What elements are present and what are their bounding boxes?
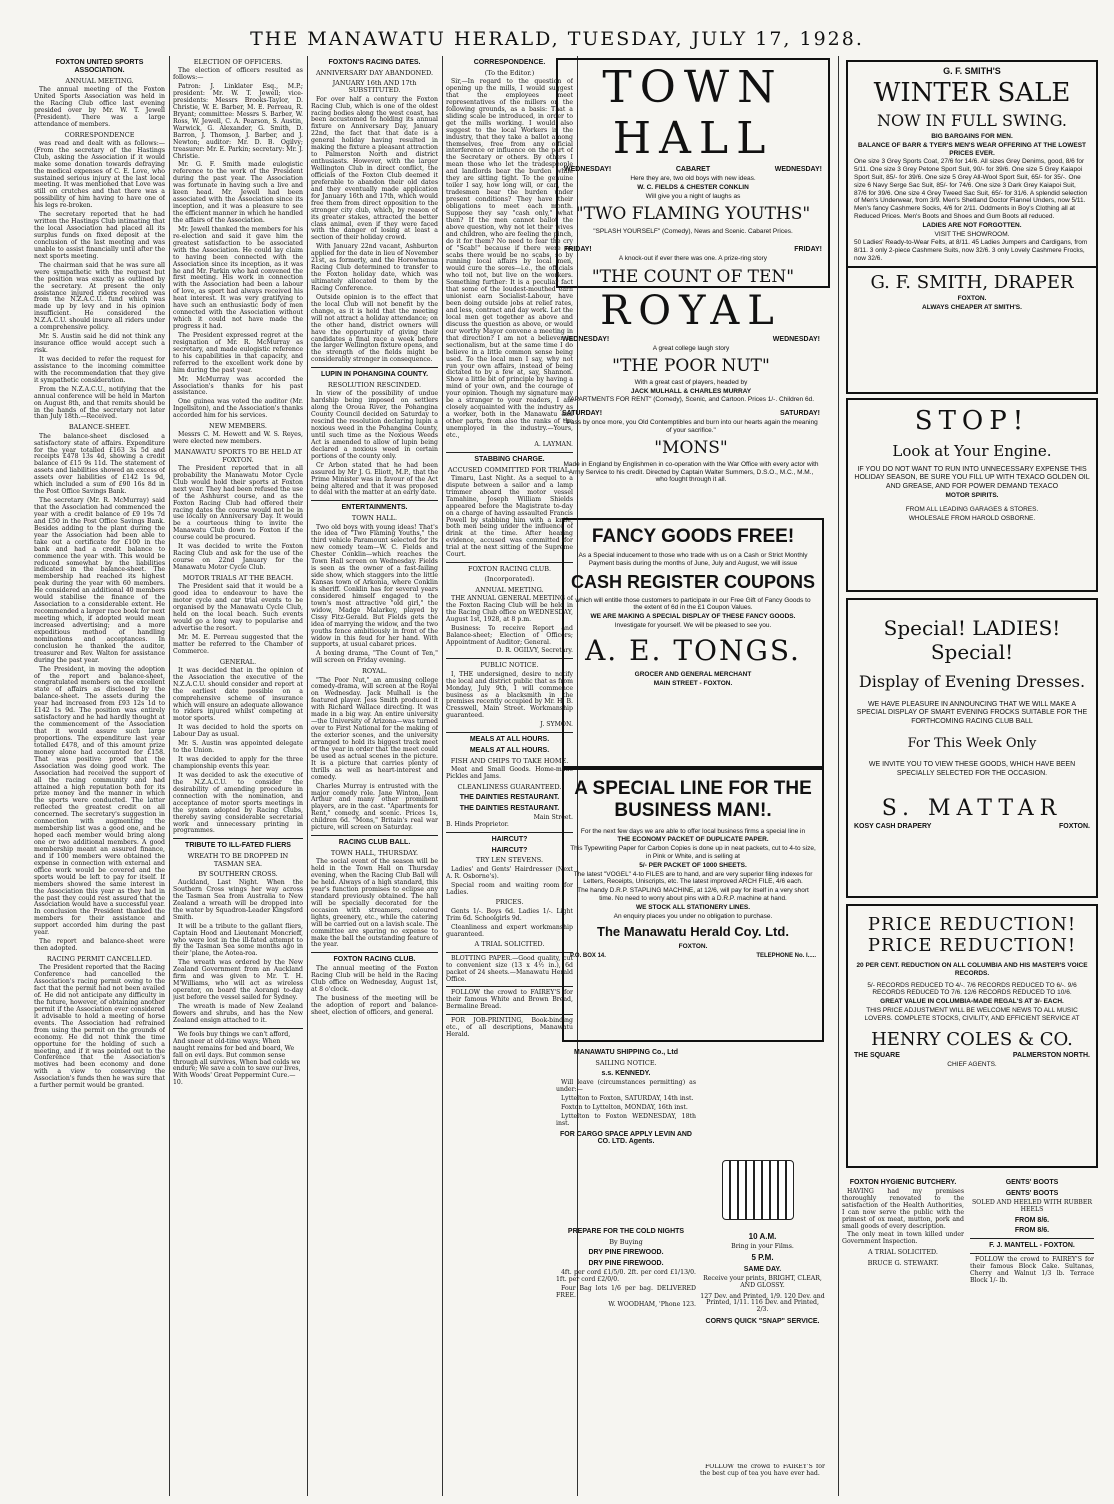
paragraph: It was decided to write the Foxton Racing Club and ask for the use of the course on 22nd January for the Manawatu Motor Cycle Club. <box>173 543 303 571</box>
subhead: ROYAL. <box>361 667 388 676</box>
headline: THE DAINTIES RESTAURANT. <box>459 794 560 802</box>
ad-text: THE ECONOMY PACKET OF DUPLICATE PAPER. <box>617 836 769 844</box>
ad-text: MAIN STREET - FOXTON. <box>653 679 733 687</box>
ad-title: CASH REGISTER COUPONS <box>570 571 816 592</box>
ad-text: FROM 8/6. <box>1014 1216 1050 1224</box>
subhead: RESOLUTION RESCINDED. <box>327 381 422 390</box>
headline: STABBING CHARGE. <box>474 455 545 463</box>
snap-service-ad <box>700 1230 825 1385</box>
ad-text: THIS PRICE ADJUSTMENT WILL BE WELCOME NEWS TO ALL MUSIC LOVERS. COMPLETE STOCKS, CIVILITY, AND EFFICIENT SERVICE AT <box>864 1006 1080 1022</box>
day-label: WEDNESDAY! <box>774 166 822 173</box>
paragraph: It was decided to refer the request for assistance to the incoming committee with the recommendation that they give it sympathetic consideration. <box>34 355 165 384</box>
ad-text: WE INVITE YOU TO VIEW THESE GOODS, WHICH HAVE BEEN SPECIALLY SELECTED FOR THE OCCASION. <box>868 761 1076 777</box>
paragraph: The President expressed regret at the resignation of Mr. R. McMurray as secretary, and made eulogistic reference to his capabilities in that capacity, and referred to the excellent work done by him during the past year. <box>173 331 303 374</box>
ad-text: W. C. FIELDS & CHESTER CONKLIN <box>637 183 749 191</box>
ad-text: 5/- PER PACKET OF 1000 SHEETS. <box>639 861 747 869</box>
paragraph: Sir,—In regard to the question of opening up the mills, I would suggest that the employees meet representatives of the millers on the following grounds, as a basis: That a sliding scale be introduced, in order to get the mills working. I would also suggest to the local Workers in the industry, that they take a ballot among themselves, free from any official interference or influence on the part of the Secretary or others. By others I mean those who let the tradespeople and landlords bear the burden while they are sitting tight. To the genuine toiler I say, how long will, or can, the tradesmen bear the burden under present conditions? They have their obligations to meet each month. Suppose they say "cash only," what then? If the men cannot ballot the above question, why not let their wives and children, who are feeling the pinch, do it for them? No need to fear the cry of "Scab!" because if there were no scabs there would be no scabs, so by running local affairs by local men, would cure the sores—i.e., the officials who toil not, but live on the workers. Something further: It is a peculiar fact that some of the loudest-mouthed earn unionist earn Socialist-Labour, have been doing outside jobs at relief rates, and less, contract and day work. Let the local men get together as above and discuss the question as above, or would our worthy Mayor convene a meeting in that direction? I am not a believer in sectionalism, but at the same time I do believe in a little common sense being used. To the local men I say, why not run your own affairs, instead of being dictated to by a few at, say, Shannon. Show a little bit of principle by having a mind of your own, and the courage of your opinion. Though my signature may be a stranger to your readers, I am closely acquainted with the industry as a worker, both in the Manawatu and other parts, from also the ranks of the unemployed in the industry.—Yours, etc., <box>446 78 573 439</box>
paragraph: I, THE undersigned, desire to notify the local and district public that as from Monday, July 9th, I will commence business as a blacksmith in the premises recently occupied by Mr. H. B. Cresswell, Main Street. Workmanship guaranteed. <box>446 670 573 720</box>
ad-subtitle: Look at Your Engine. <box>892 442 1052 460</box>
subhead: BRUCE G. STEWART. <box>867 1258 939 1267</box>
faireys-notice <box>700 1464 825 1496</box>
paragraph: The annual meeting of the Foxton United Sports Association was held in the Racing Club office last evening presided over by Mr. W. T. Jewell (President). There was a large attendance of members. <box>34 85 165 128</box>
paragraph: Foxton to Lyttelton, MONDAY, 16th inst. <box>561 1103 688 1111</box>
headline: HAIRCUT? <box>491 846 528 854</box>
ad-text: Here they are, two old boys with new ideas. <box>630 175 756 182</box>
headline: FOXTON RACING CLUB. <box>333 956 416 964</box>
subhead: GENERAL. <box>219 657 257 666</box>
paragraph: W. WOODHAM, 'Phone 123. <box>608 1300 696 1308</box>
paragraph: Mr. S. Austin was appointed delegate to the Union. <box>173 740 303 755</box>
column-2 <box>173 56 303 1496</box>
subhead: MOTOR TRIALS AT THE BEACH. <box>182 573 294 582</box>
subhead: ANNUAL MEETING. <box>475 585 544 594</box>
ad-title: STOP! <box>914 406 1030 436</box>
subhead: FISH AND CHIPS TO TAKE HOME. <box>450 756 569 765</box>
subhead: A TRIAL SOLICITED. <box>474 940 545 949</box>
subhead: JANUARY 16th AND 17th SUBSTITUTED. <box>332 79 417 95</box>
ad-text: JACK MULHALL & CHARLES MURRAY <box>630 387 752 395</box>
headline: FOXTON UNITED SPORTS ASSOCIATION. <box>55 59 144 74</box>
ad-text: "APARTMENTS FOR RENT" (Comedy), Scenic, and Cartoon. Prices 1/-. Children 6d. <box>567 396 815 404</box>
ad-text: For the next few days we are able to offer local business firms a special line in <box>580 827 806 835</box>
paragraph: The annual meeting of the Foxton Racing Club will be held in the Racing Club office on Wednesday, August 1st, at 8 o'clock. <box>311 965 438 994</box>
paragraph: The President reported that the Racing Conference had cancelled the Association's racing permit owing to the fact that the permit had not been availed of. He did not anticipate any difficulty in the future, however, of obtaining another permit if the Association ever considered it advisable to hold a meeting of horse events. The Association had refrained from using the permit on the grounds of economy. He did not think the time opportune for the holding of such a meeting, and if it was pointed out to the Conference that the Association's motives had been economy and done with a view to conserving the Association's funds then he was sure that a further permit would be granted. <box>34 964 165 1090</box>
ad-subtitle: NOW IN FULL SWING. <box>877 111 1067 130</box>
paragraph: It was decided to ask the executive of the N.Z.A.C.U. to consider the desirability of amending procedure in connection with the nomination, and acceptance of motor sports meetings in the system adopted by Racing Clubs, thereby saving considerable secretarial work and unnecessary printing in programmes. <box>173 771 303 835</box>
ad-text: This Typewriting Paper for Carbon Copies is done up in neat packets, cut to 4-to size, in Pink or White, and is selling at <box>570 845 816 861</box>
headline: FOXTON'S RACING DATES. <box>328 59 421 66</box>
ad-title: Special! LADIES! Special! <box>883 616 1061 664</box>
signature: A. LAYMAN. <box>534 440 573 448</box>
paragraph: The chairman said that he was sure all were sympathetic with the request but the position was exactly as outlined by the secretary. At present the only assistance injured riders received was from the N.Z.A.C.U. fund which was made up by levy and in his opinion insufficient. He considered the N.Z.A.C.U. should insure all riders under a comprehensive policy. <box>34 261 165 332</box>
paragraph: The business of the meeting will be the adoption of report and balance-sheet, election of officers, and general. <box>311 995 438 1016</box>
paragraph: It was decided to apply for the three championship events this year. <box>173 756 303 771</box>
ad-text: FOXTON. <box>957 294 987 302</box>
headline: RACING CLUB BALL. <box>338 839 411 847</box>
merchant-name: S. MATTAR <box>881 795 1063 821</box>
divider <box>446 986 573 987</box>
film-title: "TWO FLAMING YOUTHS" <box>575 204 811 225</box>
ad-text: GREAT VALUE IN COLUMBIA-MADE REGAL'S AT 3/- EACH. <box>880 998 1064 1006</box>
divider <box>970 1238 1094 1239</box>
subhead: BALANCE-SHEET. <box>68 423 131 432</box>
paragraph: Cleanliness and expert workmanship guaranteed. <box>446 923 573 938</box>
subhead: SAILING NOTICE. <box>595 1058 657 1067</box>
paragraph: Outside opinion is to the effect that the local Club will not benefit by the change, as it is held that the meeting will not attract a holiday attendance; on the other hand, district owners will have the opportunity of giving their candidates a final race a week before the larger Wellington fixture opens, and the strength of the fields might be considerably stronger in consequence. <box>311 293 438 364</box>
column-rule <box>169 56 170 1496</box>
headline: MEALS AT ALL HOURS. <box>469 747 550 755</box>
paragraph: With January 22nd vacant, Ashburton applied for the date in lieu of November 21st, as formerly, and the Horowhenua Racing Club determined to transfer to the Foxton holiday date, which was ultimately allocated to them by the Racing Conference. <box>311 243 438 292</box>
ad-text: MOTOR SPIRITS. <box>945 492 999 500</box>
paragraph: In view of the possibility of undue hardship being imposed on settlers along the Oroua River, the Pohangina County Council decided on Saturday to rescind the resolution declaring lupin a noxious weed in the Pohangina County, until such time as the Noxious Weeds Act is amended to allow of lupin being declared a noxious weed in certain portions of the county only. <box>311 390 438 460</box>
headline: HAIRCUT? <box>491 835 528 843</box>
ad-text: WE STOCK ALL STATIONERY LINES. <box>635 903 751 911</box>
paragraph: Lyttelton to Foxton, SATURDAY, 14th inst. <box>561 1094 694 1102</box>
headline: ENTERTAINMENTS. <box>341 504 408 512</box>
headline: GENTS' BOOTS <box>1005 1189 1059 1197</box>
paragraph: The wreath was ordered by the New Zealand Government from an Auckland firm and was given to Mr. T. H. M'Williams, who will act as wireless operator, on board the Aorangi to-day just before the vessel sailed for Sydney. <box>173 959 303 1002</box>
divider <box>311 367 438 368</box>
headline: MEALS AT ALL HOURS. <box>469 736 550 744</box>
film-title: "THE COUNT OF TEN" <box>591 266 795 287</box>
divider <box>446 832 573 833</box>
column-3 <box>311 56 438 1496</box>
paragraph: Mr. G. F. Smith made eulogistic reference to the work of the President during the past year. The Association was fortunate in having such a live and keen head. Mr. Jewell had been associated with the Association since its inception, and it was a pleasure to see the efficient manner in which he handled the affairs of the Association. <box>173 161 303 224</box>
paragraph: Auckland, Last Night. When the Southern Cross wings her way across the Tasman Sea from Australia to New Zealand a wreath will be dropped into the water by Squadron-Leader Kingsford Smith. <box>173 879 303 921</box>
ad-text: WE HAVE PLEASURE IN ANNOUNCING THAT WE WILL MAKE A SPECIAL DISPLAY OF SMART EVENING FROCKS SUITABLE FOR THE FORTHCOMING RACING CLUB BALL <box>856 701 1088 725</box>
subhead: ELECTION OF OFFICERS. <box>193 58 283 66</box>
paragraph: Business: To receive Report and Balance-sheet; Election of Officers; Appointment of Auditor; General. <box>446 624 573 646</box>
ad-text: FROM 8/6. <box>1014 1227 1050 1235</box>
merchant-name: A. E. TONGS. <box>585 633 801 667</box>
film-title: "MONS" <box>654 437 728 458</box>
ship-name: s.s. KENNEDY. <box>601 1070 651 1078</box>
ad-label: CABARET <box>675 166 711 173</box>
subhead: (Incorporated). <box>484 575 535 584</box>
town-hall-ad <box>556 58 830 288</box>
ad-text: BIG BARGAINS FOR MEN. <box>931 133 1013 140</box>
paragraph: It was decided that in the opinion of the Association the executive of the N.Z.A.C.U. should consider and report at the earliest date possible on a comprehensive scheme of insurance which will ensure an adequate allowance to riders injured whilst competing at motor sports. <box>173 666 303 723</box>
ad-text: Will give you a night of laughs as <box>645 192 741 200</box>
paragraph: It will be a tribute to the gallant fliers, Captain Hood and Lieutenant Moncrieff, who were lost in the ill-fated attempt to fly the Tasman Sea some months ago in their 'plane, the Aotea-roa. <box>173 922 303 958</box>
paragraph: Charles Murray is entrusted with the major comedy role. Jane Winton, Jean Arthur and many other prominent players, are in the cast. "Apartments for Rent," comedy, and scenic. Prices 1s, children 6d. "Mons," Britain's real war picture, will screen on Saturday. <box>311 782 438 832</box>
paragraph: Meat and Small Goods. Home-made Pickles and Jams. <box>446 766 573 781</box>
merchant-name: G. F. SMITH, DRAPER <box>870 271 1074 293</box>
ad-text: 20 PER CENT. REDUCTION ON ALL COLUMBIA AND HIS MASTER'S VOICE RECORDS. <box>856 962 1088 977</box>
paragraph: Lyttelton to Foxton WEDNESDAY, 18th inst. <box>556 1112 696 1127</box>
ad-text: Receive your prints, BRIGHT, CLEAR, AND GLOSSY. <box>703 1274 822 1289</box>
column-1 <box>34 56 165 1496</box>
paragraph: HAVING had my premises thoroughly renovated to the satisfaction of the Health Authorities, I can now serve the public with the primest of ox meat, mutton, pork and small goods of every description. <box>842 1187 964 1230</box>
ad-text: 10 A.M. <box>748 1232 777 1241</box>
ad-text: FOXTON. <box>1059 822 1090 830</box>
subhead: PRICES. <box>495 898 524 907</box>
paragraph: For over half a century the Foxton Racing Club, which is one of the oldest racing bodies along the west coast, has been accustomed to holding its annual fixture on Anniversary Day, January 22nd, the fact that that date is a general holiday having resulted in making the fixture a pleasant attraction to Palmerston North and district enthusiasts. However, with the larger Wellington Club in direct conflict, the officials of the Foxton Club deemed it preferable to abandon their old dates and they eventually made application for January 16th and 17th, which would free them from direct opposition to the stronger city club, which, by reason of its greater stakes, attracted the better class animal, even if they were faced with the danger of losing at least a section of their holiday crowd. <box>311 95 438 242</box>
paragraph: The secretary reported that he had written the Hastings Club intimating that the local Association had placed all its surplus funds on fixed deposit at the conclusion of the last meeting and was unable to assist financially until after the next sports meeting. <box>34 211 165 260</box>
subhead: By Buying <box>609 1237 643 1246</box>
ad-text: An enquiry places you under no obligation to purchase. <box>613 912 773 920</box>
item-list: 50 Ladies' Ready-to-Wear Felts, at 8/11. 45 Ladies Jumpers and Cardigans, from 8/11. 3 only 2-piece Cashmere Suits, now 32/6. 3 only Lovely Cashmere Frocks, now 32/6. <box>854 239 1088 262</box>
masthead: THE MANAWATU HERALD, TUESDAY, JULY 17, 1928. <box>250 28 864 50</box>
paragraph: The balance-sheet disclosed a satisfactory state of affairs. Expenditure for the year totalled £163 3s 5d and receipts £478 13s 4d, showing a credit balance of £15 9s 11d. The statement of assets and liabilities showed an excess of assets over liabilities of £142 1s 9d, which included a sum of £90 16s 8d in the Post Office Savings Bank. <box>34 432 165 496</box>
ad-text: FROM ALL LEADING GARAGES & STORES. <box>905 505 1039 513</box>
paragraph: From the N.Z.A.C.U., notifying that the annual conference will be held in Marton on August 8th, and that remits should be in the hands of the secretary not later than July 18th.—Received. <box>34 385 165 421</box>
ad-text: KOSY CASH DRAPERY <box>854 822 932 830</box>
headline: GENTS' BOOTS <box>1005 1179 1059 1186</box>
paragraph: The President, in moving the adoption of the report and balance-sheet, congratulated members on the excellent state of affairs as disclosed by the balance-sheet. The assets during the year had increased from £93 12s 1d to £142 1s 9d. The position was entirely satisfactory and he had hardly thought at the commencement of the Association that it would assure such large proportions. The expenditure last year totalled £478, and of this amount prize money alone had accounted for £158. That was positive proof that the Association was doing good work. The Association had received the support of all the racing community and had attained a high reputation both for its prize money and the manner in which the sports were conducted. The latter reflected the greatest credit on all concerned. The secretary's suggestion in connection with augmenting the membership list was a good one, and he hoped each member would bring along one or two additional members. A good membership meant an assured finance, and if 100 members were obtained the expense in connection with external and office work would be covered and the sports would be left to pay for itself. If members showed the same interest in the Association this year as they had in the past they could rest assured that the Association would have a successful year. In conclusion the President thanked the members for their assistance and support accorded him during the past year. <box>34 665 165 937</box>
ad-title: A SPECIAL LINE FOR THE BUSINESS MAN!. <box>574 778 812 821</box>
ad-text: The handy D.R.P. STAPLING MACHINE, at 12/6, will pay for itself in a very short time. No need to worry about pins with a D.R.P. machine at hand. <box>577 887 809 903</box>
paragraph: Four Bag lots 1/6 per bag. DELIVERED FREE. <box>556 1284 696 1299</box>
headline: FOXTON HYGIENIC BUTCHERY. <box>849 1179 957 1186</box>
item-list: One size 3 Grey Sports Coat, 27/6 for 14/6. All sizes Grey Denims, good, 8/6 for 5/11. One size 3 Grey Petone Sport Suit, 90/- for 39/6. One size 5 Grey Kaiapoi Sport Suit, 85/- for 39/6. One size 5 Grey All-Wool Sport Suit, 65/- for 35/-. One size 6 Navy Serge Sac Suit, 85/- for 74/6. One size 3 Dark Grey Kaiapoi Suit, 87/6 for 39/6. One size 4 Grey Tweed Sac Suit, 65/- for 31/6. A splendid selection of Men's Underwear, from 3/9. Men's Shetland Doctor Flannel Unders, now 5/11. Men's fancy Cashmere Socks, 4/6 for 2/11. Oddments in Boy's Clothing all at Reduced Prices. Men's Boots and Shoes and Gum Boots all reduced. <box>854 158 1088 220</box>
ad-text: LADIES ARE NOT FORGOTTEN. <box>922 221 1022 229</box>
ad-text: 5 P.M. <box>751 1252 774 1262</box>
headline: MANAWATU SHIPPING Co., Ltd <box>573 1049 679 1056</box>
paragraph: Timaru, Last Night. As a sequel to a dispute between a sailor and a lamp trimmer aboard the motor vessel Tamahine, Joseph William Shields appeared before the Magistrate to-day on a charge of having assaulted Francis Powell by stabbing him with a knife, both men being under the influence of drink at the time. After hearing evidence, accused was committed for trial at the next sitting of the Supreme Court. <box>446 474 573 559</box>
fancy-goods-ad <box>562 518 824 768</box>
divider <box>311 835 438 836</box>
poem: We fools buy things we can't afford, And sneer at old-time ways; When naught remains for bed and board, We fall on evil days. But common sense through all survives, When bad colds we endure; We save a coin to save our lives, With Woods' Great Peppermint Cure.—10. <box>173 1030 301 1087</box>
headline: TRIBUTE TO ILL-FATED FLIERS <box>185 842 291 850</box>
ad-text: FOXTON. <box>678 943 708 951</box>
paragraph: FOR JOB-PRINTING, Book-binding etc., of all descriptions, Manawatu Herald. <box>446 1017 573 1039</box>
firewood-ad <box>556 1225 696 1495</box>
subhead: ACCUSED COMMITTED FOR TRIAL. <box>447 465 572 474</box>
subhead: RACING PERMIT CANCELLED. <box>46 955 153 964</box>
address: Main Street. <box>533 813 573 821</box>
ad-title: FANCY GOODS FREE! <box>591 526 795 547</box>
ad-text: WHOLESALE FROM HAROLD OSBORNE. <box>908 514 1036 522</box>
ad-title: PRICE REDUCTION! <box>867 935 1077 956</box>
ad-text: GROCER AND GENERAL MERCHANT <box>634 670 752 678</box>
paragraph: Mr. S. Austin said he did not think any insurance office would accept such a risk. <box>34 333 165 354</box>
ad-subtitle: For This Week Only <box>907 736 1037 752</box>
paragraph: The President reported that in all probability the Manawatu Motor Cycle Club would hold their sports at Foxton next year. They had been refused the use of the Ashhurst course, and as the Foxton Racing Club had offered their racing dates the course would not be in use locally on Anniversary Day. It would be a courteous thing to invite the Manawatu Club down to Foxton if the course could be procured. <box>173 464 303 542</box>
divider <box>446 658 573 659</box>
day-label: WEDNESDAY! <box>564 166 612 173</box>
subhead: NEW MEMBERS. <box>209 422 267 431</box>
ad-text: SOLED AND HEELED WITH RUBBER HEELS <box>971 1198 1093 1213</box>
merchant-name: HENRY COLES & CO. <box>871 1028 1073 1050</box>
day-label: SATURDAY! <box>562 410 603 418</box>
signature: D. R. OGILVY, Secretary. <box>496 647 573 655</box>
ad-text: 127 Dev. and Printed, 1/9. 120 Dev. and Printed, 1/11. 116 Dev. and Printed, 2/3. <box>700 1292 825 1314</box>
paragraph: Special room and waiting room for Ladies. <box>446 881 573 896</box>
paragraph: Patron: J. Linklater Esq., M.P.; president: Mr. W. T. Jewell; vice-presidents: Messrs Brooks-Taylor, D. Christie, W. E. Barber, M. E. Perreau, R. Bryant; committee: Messrs S. Barber, W. Ross, W. Jewell, C. A. Pearson, S. Austin, Warwick, G. Alexander, G. Smith, D. Barron, J. Thomson, J. Barber, and J. Newton; auditor: Mr. D. B. Ogilvy; treasurer: Mr. E. Parkin; secretary: Mr. J. Christie. <box>173 83 303 160</box>
butchery-ad <box>842 1176 964 1476</box>
day-label: WEDNESDAY! <box>562 336 610 343</box>
column-rule <box>838 56 839 1496</box>
ad-text: CHIEF AGENTS. <box>947 1060 997 1068</box>
paragraph: FOLLOW the crowd to FAIREY'S for the best cup of tea you have ever had. <box>700 1464 825 1477</box>
subhead: A TRIAL SOLICITED. <box>868 1248 938 1257</box>
subhead: MANAWATU SPORTS TO BE HELD AT FOXTON. <box>174 448 302 464</box>
headline: DRY PINE FIREWOOD. <box>588 1259 664 1267</box>
paragraph: One guinea was voted the auditor (Mr. Ingellsiton), and the Association's thanks accorded him for his services. <box>173 398 303 420</box>
paragraph: The President said that it would be a good idea to endeavour to have the motor cycle and car trial events to be organised by the Manawatu Cycle Club, held on the local beach. Such events would go a long way to popularise and advertise the resort. <box>173 583 303 632</box>
ad-text: Investigate for yourself. We will be pleased to see you. <box>614 621 772 629</box>
boots-ad <box>970 1176 1094 1476</box>
subhead: TOWN HALL, THURSDAY. <box>330 848 419 857</box>
day-label: SATURDAY! <box>779 410 820 418</box>
paragraph: A boxing drama, "The Count of Ten," will screen on Friday evening. <box>311 650 438 665</box>
paragraph: Cr Arbon stated that he had been assured by Mr J. G. Eliott, M.P., that the Prime Minister was in favour of the Act being altered and that it was proposed to deal with the matter at an early date. <box>311 461 438 497</box>
paragraph: The only meat in town killed under Government Inspection. <box>842 1231 964 1246</box>
ad-text: TELEPHONE No. I..... <box>756 953 816 960</box>
paragraph: The wreath is made of New Zealand flowers and shrubs, and has the New Zealand ensign attached to it. <box>173 1002 303 1024</box>
ad-title: ROYAL <box>600 288 782 334</box>
shipping-notice <box>556 1046 696 1221</box>
paragraph: Mr. McMurray was accorded the Association's thanks for his past assistance. <box>173 375 303 397</box>
signature: J. SYMON. <box>540 721 573 729</box>
ad-subtitle: Display of Evening Dresses. <box>858 672 1086 691</box>
subhead: BY SOUTHERN CROSS. <box>198 869 278 878</box>
ad-text: As a Special inducement to those who trade with us on a Cash or Strict Monthly Payment basis during the months of June, July and August, we will issue <box>578 552 808 567</box>
price-list: Gents 1/-. Boys 6d. Ladies 1/-. Light Trim 6d. Schoolgirls 9d. <box>446 907 573 922</box>
ad-text: P.O. BOX 14. <box>570 953 606 960</box>
divider <box>311 500 438 501</box>
paragraph: THE ANNUAL GENERAL MEETING of the Foxton Racing Club will be held in the Racing Club office on WEDNESDAY, August 1st, 1928, at 8 p.m. <box>446 594 573 623</box>
ad-text: THE SQUARE <box>854 1051 900 1059</box>
ad-text: A great college laugh story <box>652 345 730 352</box>
day-label: WEDNESDAY! <box>772 336 820 343</box>
subhead: WREATH TO BE DROPPED IN TASMAN SEA. <box>187 852 289 868</box>
paragraph: The report and balance-sheet were then adopted. <box>34 938 165 953</box>
paragraph: BLOTTING PAPER.—Good quality, cut to convenient size (13 x 4½ in.), 6d packet of 24 sheets.—Manawatu Herald Office. <box>446 954 573 983</box>
film-title: "THE POOR NUT" <box>612 355 770 376</box>
ad-text: PALMERSTON NORTH. <box>1012 1051 1090 1059</box>
royal-ad <box>556 288 826 512</box>
subhead: TOWN HALL. <box>351 514 398 523</box>
ad-text: which will entitle those customers to participate in our Free Gift of Fancy Goods to the extent of 6d in the £1 Coupon Values. <box>575 596 811 612</box>
paragraph: FOLLOW the crowd to FAIREY'S for their famous Block Cake. Sultanas, Cherry and Walnut 1/3 lb. Terrace Block 1/- lb. <box>970 1256 1094 1284</box>
headline: THE DAINTIES RESTAURANT. <box>459 805 560 813</box>
subhead: CORRESPONDENCE <box>64 130 135 139</box>
subhead: TRY LEN STEVENS. <box>475 856 544 865</box>
headline: DRY PINE FIREWOOD. <box>588 1249 664 1257</box>
film-roll-icon <box>722 1160 794 1220</box>
proprietor: B. Hinds Proprietor. <box>446 820 509 828</box>
ad-text: ALWAYS CHEAPER AT SMITH'S. <box>922 303 1022 311</box>
headline: CORRESPONDENCE. <box>473 59 546 66</box>
ad-title: TOWN HALL <box>602 62 784 164</box>
ad-text: WE ARE MAKING A SPECIAL DISPLAY OF THESE FANCY GOODS. <box>590 613 796 621</box>
paragraph: Messrs C. M. Hewett and W. S. Reyes, were elected new members. <box>173 431 303 446</box>
ad-text: 5/- RECORDS REDUCED TO 4/-. 7/6 RECORDS REDUCED TO 6/-. 9/6 RECORDS REDUCED TO 7/6. 12/6 RECORDS REDUCED TO 10/6. <box>867 981 1077 997</box>
divider <box>173 838 303 839</box>
divider <box>446 452 573 453</box>
ad-text: BALANCE OF BARR & TYER'S MEN'S WEAR OFFERING AT THE LOWEST PRICES EVER. <box>857 141 1087 157</box>
ad-text: A knock-out if ever there was one. A prize-ring story <box>618 255 768 263</box>
ad-text: Made in England by Englishmen in co-operation with the War Office with every actor with Army Service to his credit. Directed by Captain Walter Summers, D.S.O., M.C., M.M., who fought through it all. <box>563 460 819 484</box>
headline: LUPIN IN POHANGINA COUNTY. <box>320 371 429 379</box>
column-rule <box>442 56 443 1496</box>
ad-text: "SPLASH YOURSELF" (Comedy), News and Scenic. Cabaret Prices. <box>593 228 793 236</box>
paragraph: FOLLOW the crowd to FAIREY'S for their famous White and Brown Bread, Bermaline Bread. <box>446 989 573 1011</box>
paragraph: Mr. Jewell thanked the members for his re-election and said it gave him the greatest satisfaction to be associated with the Association. He could lay claim to having been connected with the Association since its inception, as it was he and Mr. Parkin who had convened the first meeting. His work in connection with the Association had been a labour of love, as sport had always received his heat interest. It was very gratifying to have such an enthusiastic body of men connected with the Association without which it could not have made the progress it had. <box>173 225 303 331</box>
winter-sale-ad <box>846 60 1098 394</box>
ad-text: IF YOU DO NOT WANT TO RUN INTO UNNECESSARY EXPENSE THIS HOLIDAY SEASON, BE SURE YOU FILL UP WITH TEXACO GOLDEN OIL AND GREASE, AND FOR POWER DEMAND TEXACO <box>854 466 1090 490</box>
ad-title: WINTER SALE <box>873 78 1071 108</box>
evening-dresses-ad <box>846 598 1098 898</box>
subhead: (To the Editor.) <box>484 68 535 77</box>
paragraph: Two old boys with young ideas! That's the idea of "Two Flaming Youths," the third vehicle Paramount selected for its new comedy team—W. C. Fields and Chester Conklin—which reaches the Town Hall screen on Wednesday. Fields is seen as the owner of a fast-failing side show, which staggers into the little Kansas town of Arkonia, where Conklin is sheriff. Conklin has for several years considered himself engaged to the town's most attractive "old girl," the widow, Madge Malarkey, played by Cissy Fitz-Gerald. But Fields gets the idea of marrying the widow, and the two youths fence ambitiously in front of the widow in this feud for her hand. With supports, at usual cabaret prices. <box>311 523 438 649</box>
ad-text: With a great cast of players, headed by <box>634 378 748 386</box>
subhead: ANNUAL MEETING. <box>65 76 134 85</box>
company-name: The Manawatu Herald Coy. Ltd. <box>597 924 789 940</box>
divider <box>446 562 573 563</box>
merchant-name: F. J. MANTELL - FOXTON. <box>989 1242 1075 1250</box>
day-label: FRIDAY! <box>564 246 592 254</box>
divider <box>446 1014 573 1015</box>
subhead: CLEANLINESS GUARANTEED. <box>457 782 562 791</box>
column-rule <box>307 56 308 1496</box>
subhead: ANNIVERSARY DAY ABANDONED. <box>315 68 434 77</box>
subhead: FOXTON RACING CLUB. <box>467 565 552 574</box>
ad-text: VISIT THE SHOWROOM. <box>934 230 1010 238</box>
paragraph: Will leave (circumstances permitting) as under:— <box>556 1078 696 1093</box>
divider <box>173 1028 303 1029</box>
subhead: PUBLIC NOTICE. <box>480 661 539 670</box>
price-reduction-ad <box>846 904 1098 1168</box>
business-man-ad <box>562 768 824 1042</box>
paragraph: was read and dealt with as follows:—(From the secretary of the Hastings Club, asking the Association if it would make some donation towards defraying the medical expenses of C. E. Love, who sustained serious injury at the last local meeting. It was mentioned that Love was still on crutches and that there was a possibility of him having to have one of his legs re-broken. <box>34 139 165 210</box>
day-label: FRIDAY! <box>794 246 822 254</box>
paragraph: It was decided to hold the sports on Labour Day as usual. <box>173 724 303 739</box>
column-4 <box>446 56 573 1496</box>
headline: PREPARE FOR THE COLD NIGHTS <box>567 1228 685 1235</box>
divider <box>970 1253 1094 1254</box>
divider <box>446 732 573 733</box>
ad-text: The latest "VOGEL" 4-to FILES are to hand, and are very superior filing indexes for Letters, Receipts, Uniscripts, etc. The latest improved ARCH FILE, 4/6 each. <box>573 870 813 886</box>
ad-text: G. F. SMITH'S <box>943 66 1001 76</box>
paragraph: The election of officers resulted as follows:— <box>173 67 303 82</box>
ad-text: "Pass by once more, you Old Contemptibles and burn into our hearts again the meaning of your sacrifice." <box>564 419 818 434</box>
headline: FOR CARGO SPACE APPLY LEVIN AND CO. LTD. Agents. <box>560 1130 692 1146</box>
ad-text: SAME DAY. <box>743 1265 782 1273</box>
stop-texaco-ad <box>846 398 1098 592</box>
ad-text: Bring in your Films. <box>731 1242 794 1250</box>
paragraph: Ladies' and Gents' Hairdresser (Next A. R. Osborne's). <box>446 865 573 880</box>
divider <box>311 952 438 953</box>
ad-title: PRICE REDUCTION! <box>867 914 1077 935</box>
paragraph: "The Poor Nut," an amusing college comedy-drama, will screen at the Royal on Wednesday. Jack Mulhall is the featured player. Jess Smith produced it with Richard Wallace directing. It was made in a big way. An entire university —the University of Arizona—was turned over to First National for the making of the exterior scenes, and the university arranged to hold its biggest track meet of the year in order that the meet could be used as actual scenes in the picture. It is a picture that carries plenty of thrills as well as heart-interest and comedy. <box>311 676 438 781</box>
paragraph: Mr. M. E. Perreau suggested that the matter be referred to the Chamber of Commerce. <box>173 633 303 655</box>
ad-text: CORN'S QUICK "SNAP" SERVICE. <box>705 1318 820 1326</box>
paragraph: The social event of the season will be held in the Town Hall on Thursday evening, when the Racing Club Ball will be held. Always of a high standard, this year's function promises to eclipse any standard previously obtained. The hall will be specially decorated for the occasion with streamers, coloured lights, greenery, etc., while the catering will be carried out on a lavish scale. The committee are sparing no expense to make the ball the outstanding feature of the year. <box>311 858 438 949</box>
paragraph: The secretary (Mr. R. McMurray) said that the Association had commenced the year with a credit balance of £9 19s 7d and £50 in the Post Office Savings Bank. Besides adding to the plant during the year the Association had been able to take out a certificate for £100 in the bank and had a credit balance to commence the year with. This would be reduced somewhat by the liabilities indicated in the balance-sheet. The membership had reached its highest peak during the year with 60 members. He considered an additional 40 members would stabilise the finance of the Association to a considerable extent. He recommended a larger race book for next meeting which, if adopted would mean increased advertising; and a more expeditious method of handling nominations and acceptances. In conclusion he thanked the auditor, treasurer and Rev. Walton for assistance during the past year. <box>34 497 165 664</box>
divider <box>446 952 573 953</box>
paragraph: 4ft. per cord £1/5/0. 2ft. per cord £1/13/0. 1ft. per cord £2/0/0. <box>556 1268 696 1283</box>
